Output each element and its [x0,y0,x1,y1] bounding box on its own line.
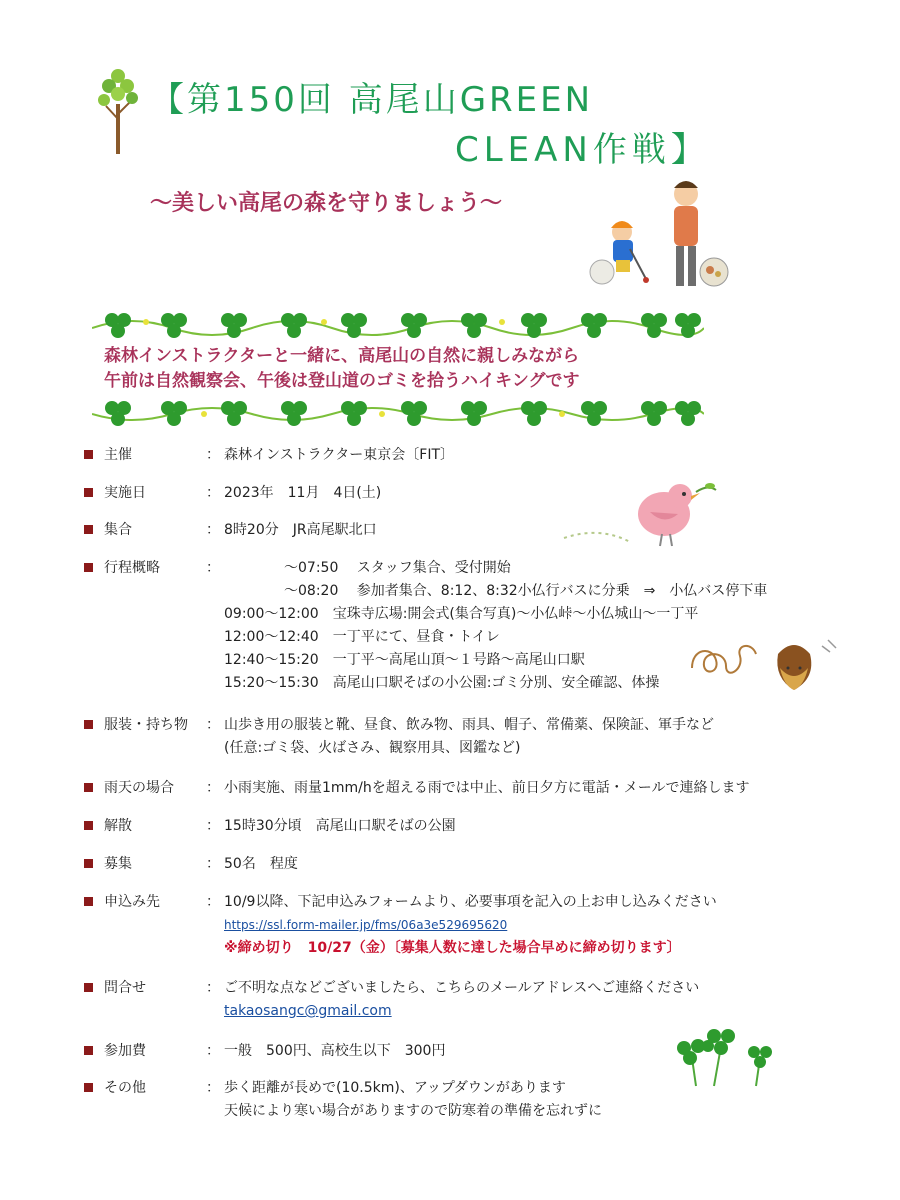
belongings-line: 山歩き用の服装と靴、昼食、飲み物、雨具、帽子、常備薬、保険証、軍手など [224,717,714,733]
bird-illustration [560,476,720,552]
belongings-optional-line: (任意:ゴミ袋、火ばさみ、観察用具、図鑑など) [224,740,521,756]
detail-label: 雨天の場合 [104,780,174,796]
bullet-square-icon [84,488,93,497]
bullet-square-icon [84,983,93,992]
contact-email-link[interactable]: takaosangc@gmail.com [224,1003,392,1019]
bullet-square-icon [84,783,93,792]
detail-colon: ： [206,717,220,733]
detail-colon: ： [206,560,220,576]
clover-illustration [670,1024,780,1088]
schedule-item: 15:20～15:30 高尾山口駅そばの小公園:ゴミ分別、安全確認、体操 [224,675,660,691]
detail-label: 申込み先 [104,894,160,910]
detail-label: 集合 [104,522,132,538]
detail-label: 解散 [104,818,132,834]
tagline [104,344,704,394]
detail-value: 一般 500円、高校生以下 300円 [224,1043,446,1059]
detail-colon: ： [206,1043,220,1059]
schedule-item: 12:00～12:40 一丁平にて、昼食・トイレ [224,629,500,645]
page-title-line2: CLEAN作戦】 [455,130,710,170]
detail-value: 15時30分頃 高尾山口駅そばの公園 [224,818,456,834]
detail-value: 森林インストラクター東京会〔FIT〕 [224,447,455,463]
bullet-square-icon [84,859,93,868]
clover-vine-bottom [92,394,704,434]
other-line: 天候により寒い場合がありますので防寒着の準備を忘れずに [224,1103,602,1119]
detail-label: その他 [104,1080,146,1096]
schedule-item: 12:40～15:20 一丁平～高尾山頂～１号路～高尾山口駅 [224,652,585,668]
other-line: 歩く距離が長めで(10.5km)、アップダウンがあります [224,1080,566,1096]
detail-colon: ： [206,818,220,834]
detail-label: 実施日 [104,485,146,501]
contact-instruction: ご不明な点などございましたら、こちらのメールアドレスへご連絡ください [224,980,700,996]
detail-colon: ： [206,856,220,872]
detail-label: 行程概略 [104,560,160,576]
bullet-square-icon [84,821,93,830]
schedule-item: ～08:20 参加者集合、8:12、8:32小仏行バスに分乗 ⇒ 小仏バス停下車 [256,583,768,599]
hikers-illustration [586,174,736,294]
bullet-square-icon [84,897,93,906]
chestnut-illustration [682,628,842,700]
detail-label: 主催 [104,447,132,463]
tagline-line1: 森林インストラクターと一緒に、高尾山の自然に親しみながら [104,346,580,366]
schedule-item: 09:00～12:00 宝珠寺広場:開会式(集合写真)～小仏峠～小仏城山～一丁平 [224,606,699,622]
detail-value [224,977,699,1023]
page-subtitle: ～美しい高尾の森を守りましょう～ [150,191,503,216]
detail-colon: ： [206,780,220,796]
tree-illustration [96,64,140,156]
bullet-square-icon [84,450,93,459]
detail-value: 50名 程度 [224,856,298,872]
application-deadline: ※締め切り 10/27（金）〔募集人数に達した場合早めに締め切ります〕 [224,940,681,956]
detail-label: 服装・持ち物 [104,717,188,733]
detail-value: 8時20分 JR高尾駅北口 [224,522,377,538]
bullet-square-icon [84,525,93,534]
application-instruction: 10/9以降、下記申込みフォームより、必要事項を記入の上お申し込みください [224,894,717,910]
bullet-square-icon [84,1083,93,1092]
detail-value [224,714,714,760]
detail-colon: ： [206,1080,220,1096]
detail-label: 参加費 [104,1043,146,1059]
detail-colon: ： [206,447,220,463]
detail-label: 問合せ [104,980,146,996]
page-title-line1: 【第150回 高尾山GREEN [150,80,594,120]
detail-value [224,1077,602,1123]
detail-label: 募集 [104,856,132,872]
detail-colon: ： [206,522,220,538]
detail-colon: ： [206,980,220,996]
application-form-link[interactable]: https://ssl.form-mailer.jp/fms/06a3e529695620 [224,918,508,932]
detail-value: 小雨実施、雨量1mm/hを超える雨では中止、前日夕方に電話・メールで連絡します [224,780,750,796]
clover-vine-top [92,306,704,346]
detail-colon: ： [206,485,220,501]
tagline-line2: 午前は自然観察会、午後は登山道のゴミを拾うハイキングです [104,371,580,391]
detail-colon: ： [206,894,220,910]
bullet-square-icon [84,563,93,572]
bullet-square-icon [84,720,93,729]
schedule-item: ～07:50 スタッフ集合、受付開始 [256,560,511,576]
bullet-square-icon [84,1046,93,1055]
detail-value [224,891,717,960]
detail-value: 2023年 11月 4日(土) [224,485,382,501]
